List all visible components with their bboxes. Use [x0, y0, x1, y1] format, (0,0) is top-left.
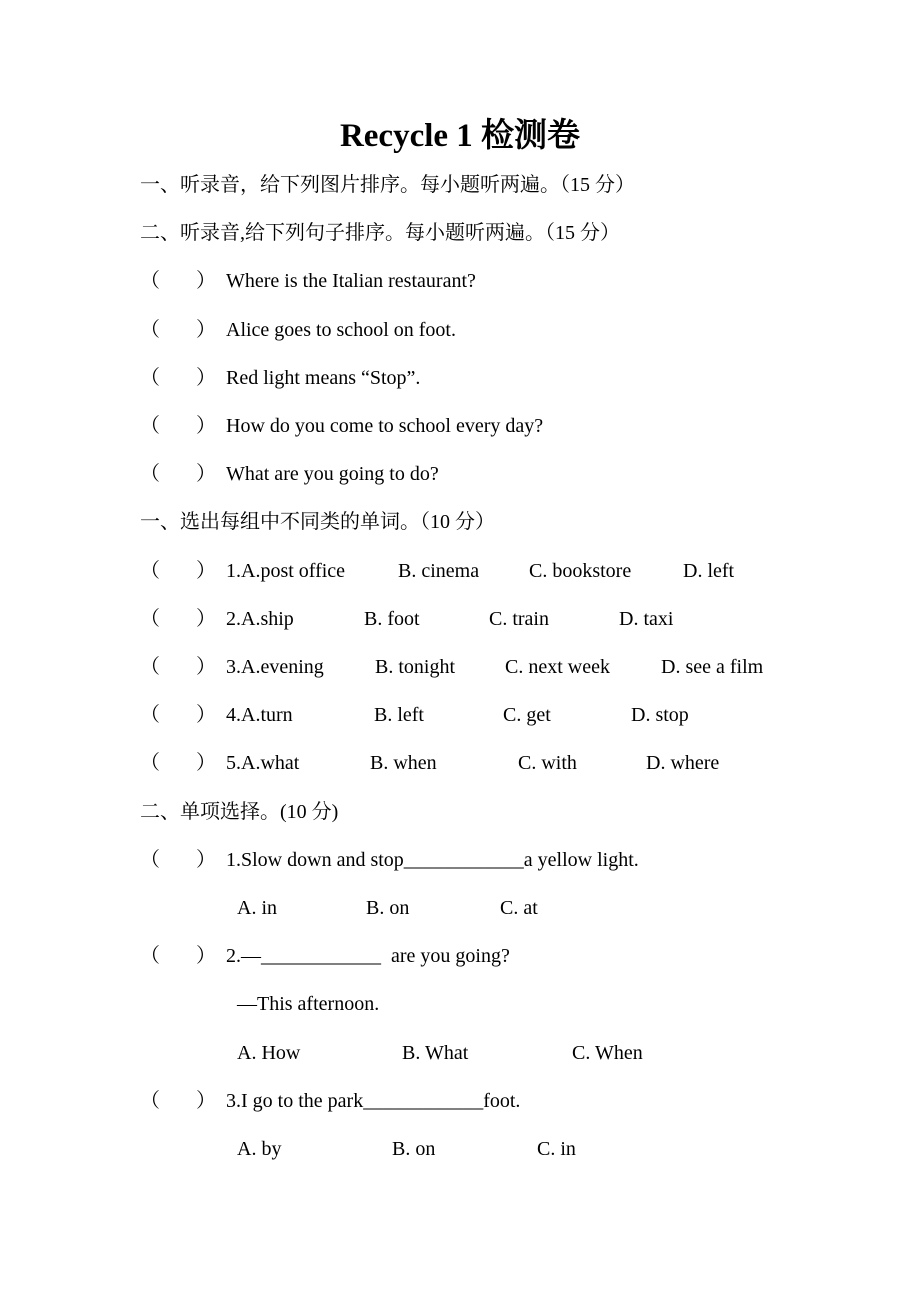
word-option: D. left	[683, 559, 735, 582]
word-option: D. see a film	[661, 656, 764, 678]
answer-blank-close: ）	[196, 1089, 216, 1112]
section-heading: 二、听录音,给下列句子排序。每小题听两遍。（15 分）	[140, 222, 620, 245]
choice-option: A. How	[237, 1041, 301, 1064]
sentence-item: How do you come to school every day?	[226, 415, 544, 437]
word-option: C. next week	[505, 656, 610, 678]
question-stem: 2.—____________ are you going?	[226, 945, 510, 968]
word-option: C. train	[489, 607, 549, 630]
answer-blank-open: （	[140, 463, 160, 486]
answer-blank-close: ）	[196, 704, 216, 727]
answer-blank-close: ）	[196, 463, 216, 486]
word-option: 4.A.turn	[226, 704, 293, 727]
sentence-item: Alice goes to school on foot.	[226, 318, 456, 341]
choice-option: C. When	[572, 1041, 643, 1064]
question-stem: 3.I go to the park____________foot.	[226, 1089, 521, 1112]
section-heading: 一、选出每组中不同类的单词。（10 分）	[140, 511, 495, 534]
answer-blank-close: ）	[196, 752, 216, 775]
answer-blank-open: （	[140, 704, 160, 727]
word-option: C. with	[518, 752, 577, 775]
answer-blank-close: ）	[196, 366, 216, 389]
word-option: 3.A.evening	[226, 656, 324, 678]
word-option: D. taxi	[619, 607, 674, 630]
word-option: 1.A.post office	[226, 559, 346, 582]
section-heading: 一、听录音，给下列图片排序。每小题听两遍。（15 分）	[140, 174, 635, 196]
answer-blank-open: （	[140, 366, 160, 389]
word-option: B. when	[370, 752, 437, 775]
answer-blank-close: ）	[196, 945, 216, 968]
answer-blank-close: ）	[196, 559, 216, 582]
choice-option: A. in	[237, 897, 277, 919]
section-heading: 二、单项选择。(10 分)	[140, 800, 339, 823]
word-option: B. cinema	[398, 559, 480, 582]
word-option: D. stop	[631, 704, 689, 727]
answer-blank-open: （	[140, 270, 160, 293]
choice-option: A. by	[237, 1138, 282, 1160]
choice-option: C. at	[500, 897, 538, 919]
question-stem: 1.Slow down and stop____________a yellow light.	[226, 848, 639, 871]
word-option: 2.A.ship	[226, 607, 294, 630]
word-option: C. bookstore	[529, 559, 632, 582]
sentence-item: Red light means “Stop”.	[226, 366, 421, 389]
answer-blank-open: （	[140, 945, 160, 968]
choice-option: B. on	[392, 1138, 436, 1160]
answer-blank-open: （	[140, 607, 160, 630]
answer-blank-open: （	[140, 656, 160, 678]
answer-blank-close: ）	[196, 607, 216, 630]
choice-option: B. on	[366, 897, 410, 919]
answer-blank-open: （	[140, 1089, 160, 1112]
answer-blank-open: （	[140, 415, 160, 437]
answer-blank-open: （	[140, 752, 160, 775]
word-option: C. get	[503, 704, 551, 727]
answer-blank-open: （	[140, 318, 160, 341]
word-option: 5.A.what	[226, 752, 300, 775]
word-option: B. left	[374, 704, 424, 727]
sentence-item: What are you going to do?	[226, 463, 439, 486]
word-option: B. tonight	[375, 656, 456, 678]
sentence-item: Where is the Italian restaurant?	[226, 270, 476, 293]
answer-blank-open: （	[140, 848, 160, 871]
page-title: Recycle 1 检测卷	[339, 118, 581, 154]
answer-blank-close: ）	[196, 656, 216, 678]
answer-blank-open: （	[140, 559, 160, 582]
choice-option: B. What	[402, 1041, 469, 1064]
answer-blank-close: ）	[196, 848, 216, 871]
answer-blank-close: ）	[196, 318, 216, 341]
choice-option: C. in	[537, 1138, 576, 1160]
dialogue-answer: —This afternoon.	[237, 993, 380, 1016]
word-option: D. where	[646, 752, 720, 775]
answer-blank-close: ）	[196, 270, 216, 293]
word-option: B. foot	[364, 607, 420, 630]
answer-blank-close: ）	[196, 415, 216, 437]
